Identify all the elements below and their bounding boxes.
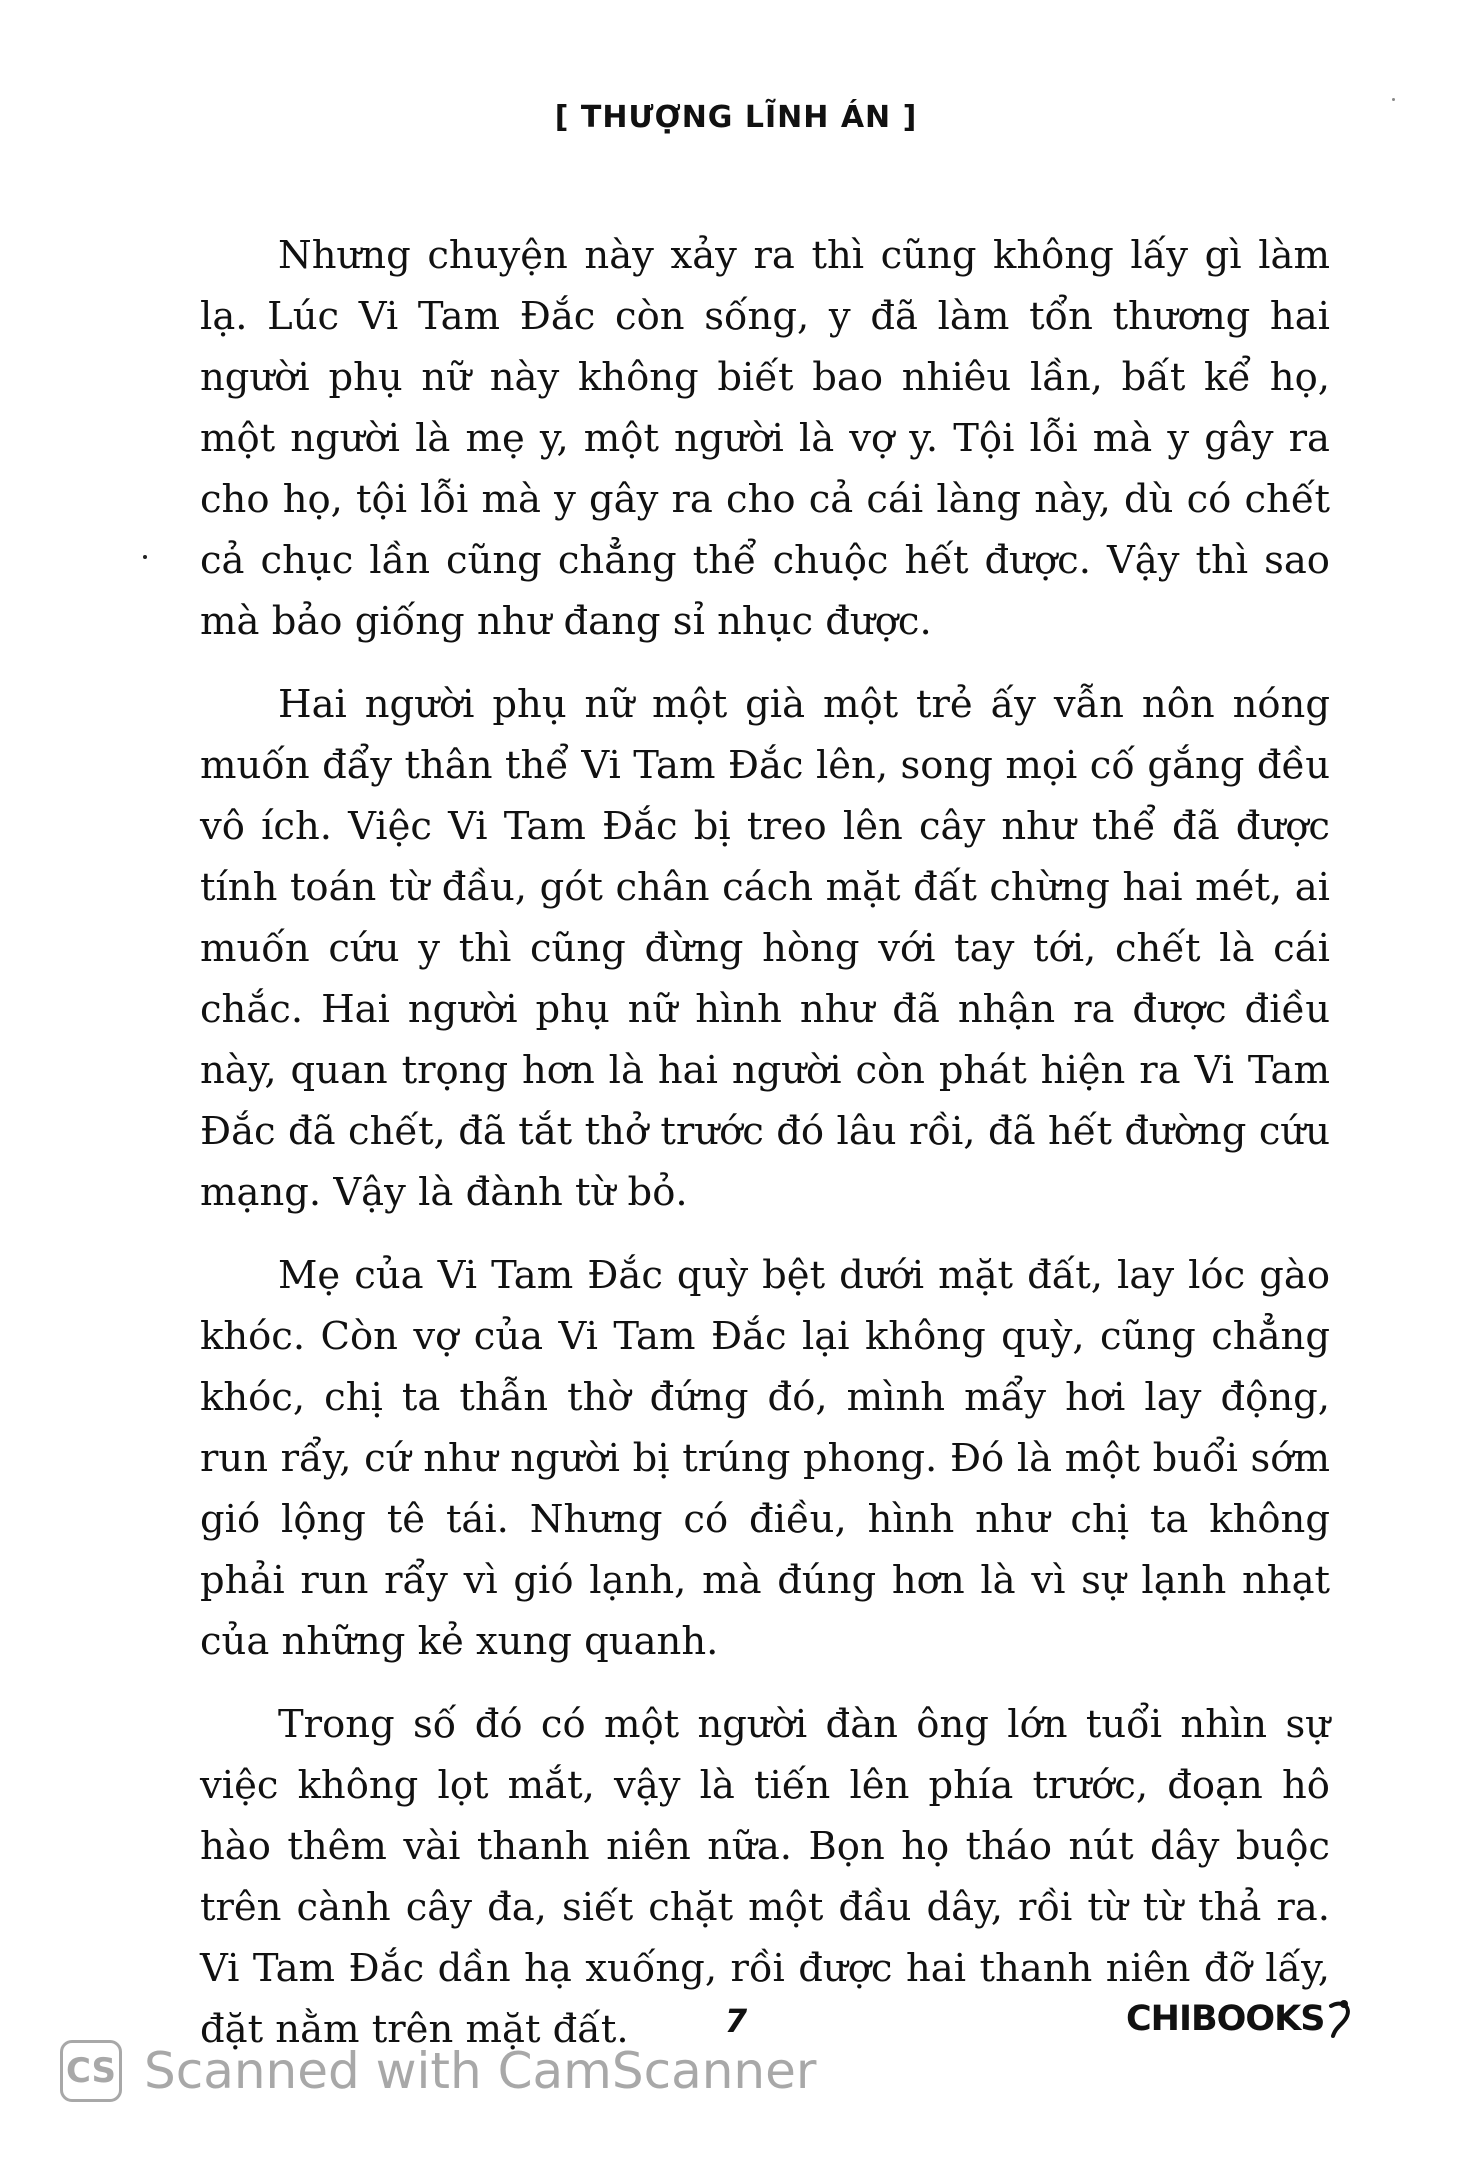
page-body (200, 225, 1330, 2082)
camscanner-watermark (60, 2040, 816, 2102)
publisher-logo (1126, 1998, 1353, 2040)
camscanner-logo-text: CS (65, 2051, 117, 2091)
paragraph: Nhưng chuyện này xảy ra thì cũng không lấy gì làm lạ. Lúc Vi Tam Đắc còn sống, y đã làm tổn thương hai người phụ nữ này không biết bao nhiêu lần, bất kể họ, một người là mẹ y, một người là vợ y. Tội lỗi mà y gây ra cho họ, tội lỗi mà y gây ra cho cả cái làng này, dù có chết cả chục lần cũng chẳng thể chuộc hết được. Vậy thì sao mà bảo giống như đang sỉ nhục được. (200, 233, 1330, 644)
paragraph: Hai người phụ nữ một già một trẻ ấy vẫn nôn nóng muốn đẩy thân thể Vi Tam Đắc lên, song mọi cố gắng đều vô ích. Việc Vi Tam Đắc bị treo lên cây như thể đã được tính toán từ đầu, gót chân cách mặt đất chừng hai mét, ai muốn cứu y thì cũng đừng hòng với tay tới, chết là cái chắc. Hai người phụ nữ hình như đã nhận ra được điều này, quan trọng hơn là hai người còn phát hiện ra Vi Tam Đắc đã chết, đã tắt thở trước đó lâu rồi, đã hết đường cứu mạng. Vậy là đành từ bỏ. (200, 682, 1330, 1215)
camscanner-logo (60, 2040, 122, 2102)
leaf-icon (1327, 1998, 1353, 2040)
page-number-text: 7 (724, 2002, 748, 2040)
book-title: [ THƯỢNG LĨNH ÁN ] (554, 100, 918, 135)
scan-speck (143, 555, 147, 559)
paragraph: Trong số đó có một người đàn ông lớn tuổi nhìn sự việc không lọt mắt, vậy là tiến lên phía trước, đoạn hô hào thêm vài thanh niên nữa. Bọn họ tháo nút dây buộc trên cành cây đa, siết chặt một đầu dây, rồi từ từ thả ra. Vi Tam Đắc dần hạ xuống, rồi được hai thanh niên đỡ lấy, đặt nằm trên mặt đất. (200, 1702, 1330, 2052)
publisher-name: CHIBOOKS (1126, 1999, 1325, 2039)
camscanner-text: Scanned with CamScanner (144, 2042, 817, 2100)
scan-speck (1392, 98, 1395, 101)
paragraph: Mẹ của Vi Tam Đắc quỳ bệt dưới mặt đất, lay lóc gào khóc. Còn vợ của Vi Tam Đắc lại không quỳ, cũng chẳng khóc, chị ta thẫn thờ đứng đó, mình mẩy hơi lay động, run rẩy, cứ như người bị trúng phong. Đó là một buổi sớm gió lộng tê tái. Nhưng có điều, hình như chị ta không phải run rẩy vì gió lạnh, mà đúng hơn là vì sự lạnh nhạt của những kẻ xung quanh. (200, 1253, 1330, 1664)
running-header (0, 100, 1472, 135)
